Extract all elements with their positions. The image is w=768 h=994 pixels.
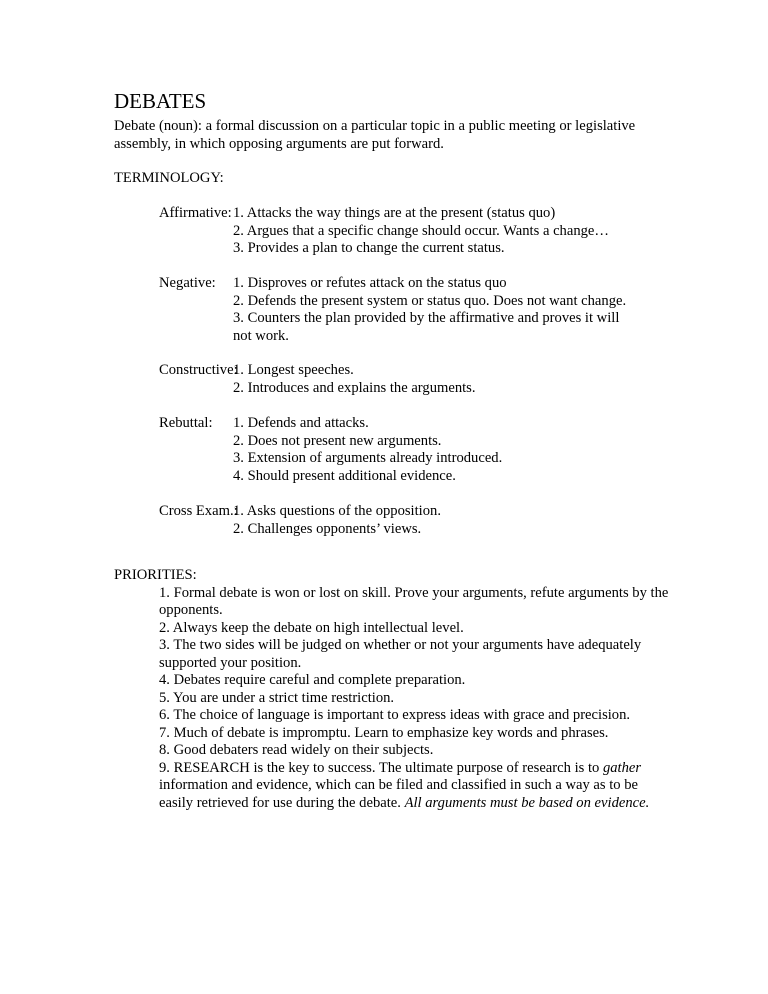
term-item: 3. Counters the plan provided by the affirmative and proves it will not work. [233, 310, 620, 344]
term-items [233, 503, 659, 538]
priority-item-research [159, 760, 674, 813]
term-items [233, 415, 659, 485]
term-label: Rebuttal: [159, 415, 213, 431]
term-items [233, 275, 659, 345]
term-item: 2. Defends the present system or status quo. Does not want change. [233, 292, 627, 309]
priority-item: 1. Formal debate is won or lost on skill. Prove your arguments, refute arguments by the opponents. [159, 584, 669, 618]
term-item: 1. Longest speeches. [233, 362, 354, 378]
priority-item: 8. Good debaters read widely on their subjects. [159, 742, 434, 758]
priority-item: 4. Debates require careful and complete preparation. [159, 672, 466, 688]
term-item: 2. Does not present new arguments. [233, 432, 442, 449]
research-text-2: information and evidence, which can be filed and classified in such a way as to be easily retrieved for use during the debate. [159, 777, 638, 811]
term-item: 3. Extension of arguments already introduced. [233, 450, 503, 466]
priority-item: 6. The choice of language is important to express ideas with grace and precision. [159, 707, 631, 723]
research-emphasis-gather: gather [602, 759, 642, 776]
term-item: 2. Introduces and explains the arguments. [233, 379, 476, 396]
priority-item: 2. Always keep the debate on high intellectual level. [159, 619, 464, 636]
term-items [233, 205, 659, 258]
debate-definition: Debate (noun): a formal discussion on a particular topic in a public meeting or legislative assembly, in which opposing arguments are put forward. [114, 118, 636, 152]
term-item: 2. Challenges opponents’ views. [233, 520, 422, 537]
priorities-list [114, 585, 674, 813]
term-label: Negative: [159, 275, 216, 291]
term-item: 1. Asks questions of the opposition. [233, 503, 441, 519]
term-item: 3. Provides a plan to change the current status. [233, 240, 505, 256]
term-label: Constructive: [159, 362, 238, 378]
term-item: 2. Argues that a specific change should occur. Wants a change… [233, 222, 609, 239]
term-label: Affirmative: [159, 205, 232, 221]
priorities-heading: PRIORITIES: [114, 567, 197, 583]
priority-item: 5. You are under a strict time restriction. [159, 689, 395, 706]
term-items [233, 362, 659, 397]
term-item: 4. Should present additional evidence. [233, 467, 456, 484]
term-item: 1. Defends and attacks. [233, 415, 369, 431]
research-emphasis-evidence: All arguments must be based on evidence. [404, 794, 650, 811]
research-text-1: 9. RESEARCH is the key to success. The ultimate purpose of research is to [159, 759, 603, 776]
priority-item: 7. Much of debate is impromptu. Learn to emphasize key words and phrases. [159, 724, 609, 741]
term-label: Cross Exam.: [159, 503, 238, 519]
priority-item: 3. The two sides will be judged on whether or not your arguments have adequately supported your position. [159, 637, 642, 671]
term-item: 1. Attacks the way things are at the present (status quo) [233, 205, 556, 221]
document-title: DEBATES [114, 89, 207, 113]
terminology-heading: TERMINOLOGY: [114, 170, 224, 186]
term-item: 1. Disproves or refutes attack on the status quo [233, 275, 507, 291]
priorities-section [114, 567, 674, 812]
